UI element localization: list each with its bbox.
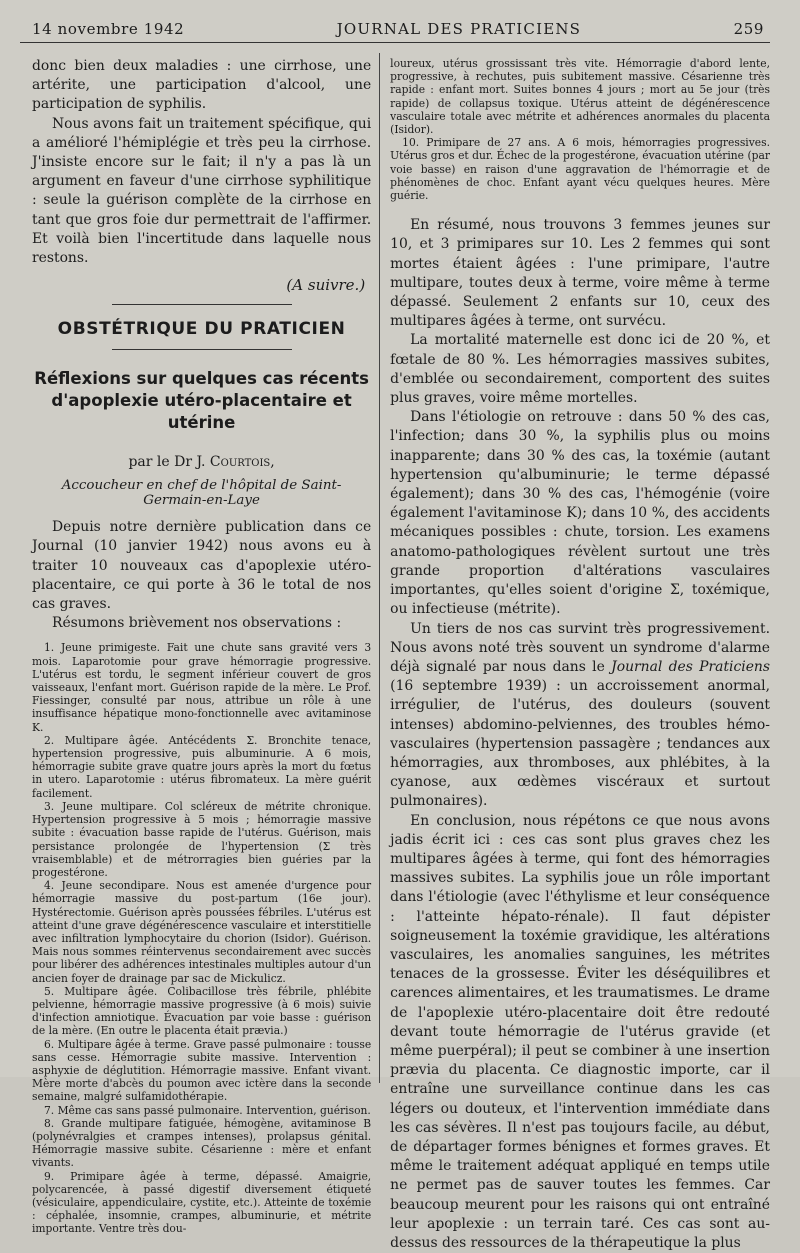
observation-2: 2. Multipare âgée. Antécédents Σ. Bronchite tenace, hypertension progressive, puis albuminurie. A 6 mois, hémorragie subite grave quatre jours après la mort du fœtus in utero. Laparotomie : utérus fibromateux. La mère guérit facilement. xyxy=(32,733,372,800)
observation-1: 1. Jeune primigeste. Fait une chute sans gravité vers 3 mois. Laparotomie pour grave hémorragie progressive. L'utérus est tordu, le segment inférieur couvert de gros vaisseaux, l'enfant mort. Guérison rapide de la mère. Le Prof. Fiessinger, consulté par nous, attribue un rôle à une insuffisance hépatique mono-fonctionnelle avec avitaminose K. xyxy=(32,641,372,734)
observation-8: 8. Grande multipare fatiguée, hémogène, avitaminose B (polynévralgies et crampes intenses), prolapsus génital. Hémorragie massive subite. Césarienne : mère et enfant vivants. xyxy=(32,1116,372,1170)
observation-9: 9. Primipare âgée à terme, dépassé. Amaigrie, polycarencée, à passé digestif diversement étiqueté (vésiculaire, appendiculaire, cystite, etc.). Atteinte de toxémie : céphalée, insomnie, crampes, albuminurie, et métrite importante. Ventre très dou- xyxy=(32,1169,372,1236)
to-be-continued: (A suivre.) xyxy=(286,276,366,295)
p4-text-b: (16 septembre 1939) : un accroissement anormal, irrégulier, de l'utérus, des douleurs (souvent intenses) abdomino-pelviennes, des troubles hémo-vasculaires (hypertension passagère ; tendances aux hémorragies, aux thromboses, aux phlébites, à la cyanose, aux œdèmes viscéraux et surtout pulmonaires). xyxy=(390,678,770,810)
paragraph-resumons: Résumons brièvement nos observations : xyxy=(52,615,342,632)
observation-7: 7. Même cas sans passé pulmonaire. Intervention, guérison. xyxy=(44,1103,371,1117)
two-column-body xyxy=(20,57,770,1253)
intro-paragraph-1: donc bien deux maladies : une cirrhose, une artérite, une participation d'alcool, une participation de syphilis. xyxy=(32,58,372,113)
paragraph-mortalite: La mortalité maternelle est donc ici de 20 %, et fœtale de 80 %. Les hémorragies massives subites, d'emblée ou secondairement, comportent des suites plus graves, voire même mortelles. xyxy=(390,332,770,407)
observation-4: 4. Jeune secondipare. Nous est amenée d'urgence pour hémorragie massive du post-partum (16e jour). Hystérectomie. Guérison après poussées fébriles. L'utérus est atteint d'une grave dégénérescence vasculaire et interstitielle avec infiltration lymphocytaire du chorion (Isidor). Guérison. Mais nous sommes réintervenus secondairement avec succès pour libérer des adhérences intestinales multiples autour d'un ancien foyer de drainage par sac de Mickulicz. xyxy=(32,879,372,985)
left-column xyxy=(20,57,379,1253)
byline-prefix: par le Dr J. xyxy=(128,454,210,471)
paragraph-etiologie: Dans l'étiologie on retrouve : dans 50 % des cas, l'infection; dans 30 %, la syphilis plus ou moins inapparente; dans 30 % des cas, la toxémie (autant hypertension qu'albuminurie; le terme dépassé également); dans 30 % des cas, l'hémogénie (voire également l'avitaminose K); dans 10 %, des accidents mécaniques possibles : chute, torsion. Les examens anatomo-pathologiques révèlent surtout une très grande proportion d'altérations vasculaires importantes, qu'elles soient d'origine Σ, toxémique, ou infectieuse (métrite). xyxy=(390,409,770,618)
observations-list xyxy=(32,641,371,1235)
author-name: Courtois, xyxy=(209,454,275,471)
intro-paragraph-2: Nous avons fait un traitement spécifique, qui a amélioré l'hémiplégie et très peu la cirrhose. J'insiste encore sur le fait; il n'y a pas là un argument en faveur d'une cirrhose syphilitique : seule la guérison complète de la cirrhose en tant que gros foie dur permettrait de l'affirmer. Et voilà bien l'incertitude dans laquelle nous restons. xyxy=(32,115,372,267)
header-page-number: 259 xyxy=(733,20,764,38)
paragraph-tiers xyxy=(390,620,770,812)
header-journal-title: JOURNAL DES PRATICIENS xyxy=(336,20,582,38)
section-divider-top xyxy=(112,304,292,305)
section-title: OBSTÉTRIQUE DU PRATICIEN xyxy=(57,319,346,340)
observation-9-continued: loureux, utérus grossissant très vite. Hémorragie d'abord lente, progressive, à rechutes, puis subitement massive. Césarienne très rapide : enfant mort. Suites bonnes 4 jours ; mort au 5e jour (très rapide) de collapsus toxique. Utérus atteint de dégénérescence vasculaire totale avec métrite et adhérences anormales du placenta (Isidor). xyxy=(390,57,770,137)
observation-5: 5. Multipare âgée. Colibacillose très fébrile, phlébite pelvienne, hémorragie massive progressive (à 6 mois) suivie d'infection amniotique. Évacuation par voie basse : guérison de la mère. (En outre le placenta était prævia.) xyxy=(32,984,372,1038)
paragraph-depuis: Depuis notre dernière publication dans ce Journal (10 janvier 1942) nous avons eu à traiter 10 nouveaux cas d'apoplexie utéro-placentaire, ce qui porte à 36 le total de nos cas graves. xyxy=(32,519,372,613)
observation-3: 3. Jeune multipare. Col scléreux de métrite chronique. Hypertension progressive à 5 mois ; hémorragie massive subite : évacuation basse rapide de l'utérus. Guérison, mais persistance prolongée de l'hypertension (Σ très vraisemblable) et de métrorragies bien guéries par la progestérone. xyxy=(32,799,372,879)
header-date: 14 novembre 1942 xyxy=(32,20,185,38)
paragraph-conclusion: En conclusion, nous répétons ce que nous avons jadis écrit ici : ces cas sont plus graves chez les multipares âgées à terme, qui font des hémorragies massives subites. La syphilis joue un rôle important dans l'étiologie (avec l'éthylisme et leur conséquence : l'atteinte hépato-rénale). Il faut dépister soigneusement la toxémie gravidique, les altérations vasculaires, les anomalies sanguines, les métrites tenaces de la grossesse. Éviter les déséquilibres et carences alimentaires, et les traumatismes. Le drame de l'apoplexie utéro-placentaire doit être redouté devant toute hémorragie de l'utérus gravide (et même puerpéral); il peut se combiner à une insertion prævia du placenta. Ce diagnostic importe, car il entraîne une surveillance continue dans les cas légers ou douteux, et l'intervention immédiate dans les cas sévères. Il n'est pas toujours facile, au début, de départager formes bénignes et formes graves. Et même le traitement adéquat appliqué en temps utile ne permet pas de sauver toutes les femmes. Car beaucoup meurent pour les raisons qui ont entraîné leur apoplexie : un terrain taré. Ces cas sont au-dessus des ressources de la thérapeutique la plus xyxy=(390,812,770,1251)
section-divider-bottom xyxy=(112,349,292,350)
article-title: Réflexions sur quelques cas récents d'apoplexie utéro-placentaire et utérine xyxy=(34,369,369,433)
right-column xyxy=(380,57,770,1253)
byline xyxy=(32,454,371,470)
observation-6: 6. Multipare âgée à terme. Grave passé pulmonaire : tousse sans cesse. Hémorragie subite massive. Intervention : asphyxie de déglutition. Hémorragie massive. Enfant vivant. Mère morte d'abcès du poumon avec ictère dans la seconde semaine, malgré sulfamidothérapie. xyxy=(32,1037,372,1104)
journal-reference: Journal des Praticiens xyxy=(611,658,770,675)
paragraph-resume: En résumé, nous trouvons 3 femmes jeunes sur 10, et 3 primipares sur 10. Les 2 femmes qui sont mortes étaient âgées : l'une primipare, l'autre multipare, toutes deux à terme, voire même à terme dépassé. Seulement 2 enfants sur 10, ceux des multipares âgées à terme, ont survécu. xyxy=(390,217,770,330)
observation-10: 10. Primipare de 27 ans. A 6 mois, hémorragies progressives. Utérus gros et dur. Échec de la progestérone, évacuation utérine (par voie basse) en raison d'une aggravation de l'hémorragie et de phénomènes de choc. Enfant ayant vécu quelques heures. Mère guérie. xyxy=(390,136,770,203)
running-header xyxy=(20,20,770,43)
author-affiliation: Accoucheur en chef de l'hôpital de Saint-Germain-en-Laye xyxy=(61,478,342,509)
p4-text-a: Un tiers de nos cas survint très progressivement. Nous avons noté très souvent un syndrome d'alarme déjà signalé par nous dans le xyxy=(390,620,770,675)
